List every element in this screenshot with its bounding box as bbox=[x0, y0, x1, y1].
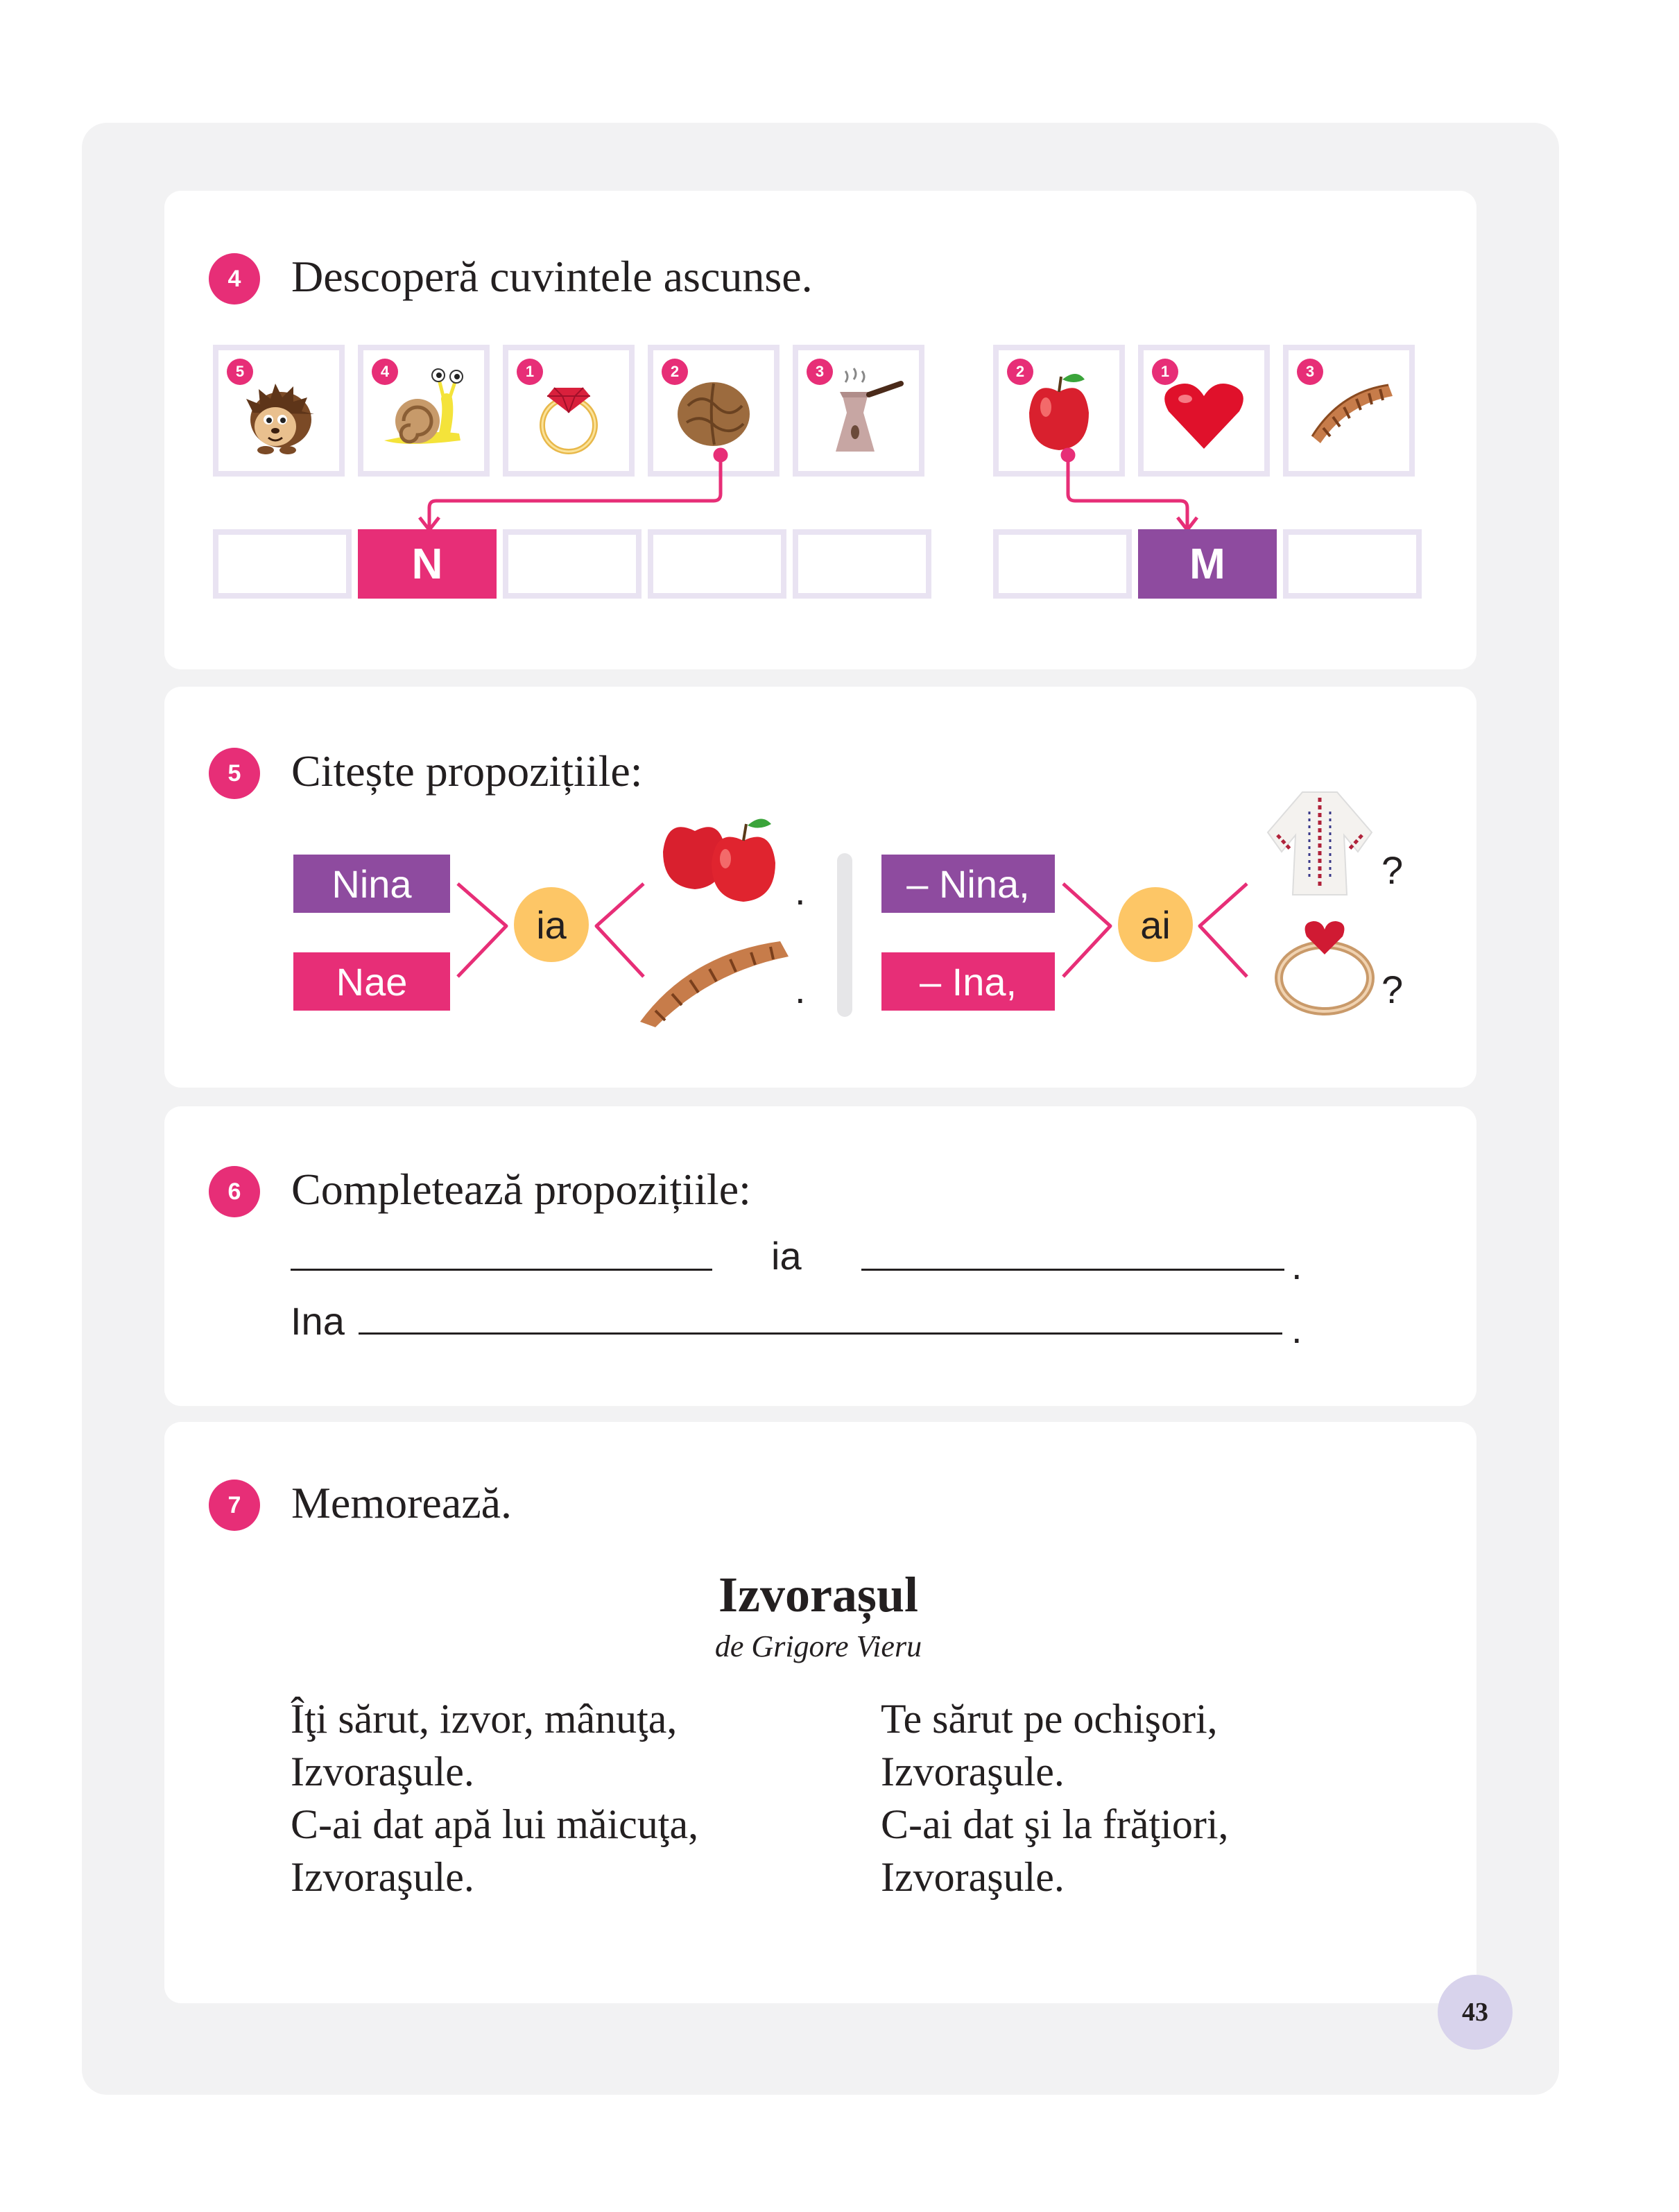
snail-icon bbox=[377, 364, 470, 457]
heart-icon bbox=[1157, 364, 1250, 457]
sentence-end: . bbox=[795, 968, 806, 1011]
apples-icon bbox=[653, 810, 792, 907]
picture-badge: 2 bbox=[662, 359, 688, 385]
blank-line[interactable] bbox=[359, 1332, 1282, 1335]
given-word: Ina bbox=[291, 1299, 345, 1343]
blank-line[interactable] bbox=[291, 1269, 712, 1271]
blank-line[interactable] bbox=[861, 1269, 1284, 1271]
page-number: 43 bbox=[1438, 1975, 1513, 2050]
stanza-right bbox=[881, 1692, 1229, 1903]
letter-slot[interactable] bbox=[1283, 529, 1422, 599]
poem-line: Izvoraşule. bbox=[881, 1854, 1065, 1900]
sentence-end: . bbox=[1291, 1308, 1302, 1351]
poem-line: Izvoraşule. bbox=[291, 1854, 474, 1900]
picture-coffee-pot bbox=[793, 345, 924, 477]
poem-line: Te sărut pe ochişori, bbox=[881, 1696, 1218, 1742]
poem-author: de Grigore Vieru bbox=[714, 1629, 922, 1663]
verb-circle: ia bbox=[514, 887, 589, 962]
question-mark: ? bbox=[1381, 848, 1404, 892]
exercise-number: 6 bbox=[209, 1166, 260, 1217]
picture-badge: 4 bbox=[372, 359, 398, 385]
sentence-end: . bbox=[1291, 1244, 1302, 1287]
letter-slot[interactable] bbox=[213, 529, 352, 599]
picture-hedgehog bbox=[213, 345, 345, 477]
letter-slot[interactable] bbox=[503, 529, 642, 599]
verb-circle: ai bbox=[1118, 887, 1193, 962]
exercise-instruction: Memorează. bbox=[291, 1478, 513, 1527]
poem-line: Izvoraşule. bbox=[291, 1749, 474, 1794]
word-box-address: – Nina, bbox=[881, 855, 1055, 913]
picture-heart bbox=[1138, 345, 1270, 477]
ring-icon bbox=[1269, 909, 1380, 1020]
exercise-instruction: Descoperă cuvintele ascunse. bbox=[291, 252, 813, 301]
exercise-number: 7 bbox=[209, 1480, 260, 1531]
poem-line: C-ai dat apă lui măicuţa, bbox=[291, 1801, 699, 1847]
apple-icon bbox=[1013, 364, 1105, 457]
picture-walnut bbox=[648, 345, 780, 477]
letter-slot[interactable] bbox=[793, 529, 931, 599]
picture-badge: 3 bbox=[807, 359, 833, 385]
exercise-instruction: Completează propozițiile: bbox=[291, 1165, 751, 1214]
picture-apple bbox=[993, 345, 1125, 477]
poem-line: C-ai dat şi la frăţiori, bbox=[881, 1801, 1229, 1847]
pan-flute-icon bbox=[635, 933, 794, 1030]
word-box-subject: Nina bbox=[293, 855, 450, 913]
picture-snail bbox=[358, 345, 490, 477]
question-mark: ? bbox=[1381, 968, 1404, 1011]
picture-badge: 1 bbox=[517, 359, 543, 385]
walnut-icon bbox=[667, 364, 760, 457]
hedgehog-icon bbox=[232, 364, 325, 457]
coffee-pot-icon bbox=[812, 364, 905, 457]
exercise-number: 4 bbox=[209, 253, 260, 305]
sentence-end: . bbox=[795, 869, 806, 913]
picture-badge: 5 bbox=[227, 359, 253, 385]
picture-badge: 1 bbox=[1152, 359, 1178, 385]
picture-badge: 2 bbox=[1007, 359, 1033, 385]
letter-slot[interactable] bbox=[993, 529, 1132, 599]
embroidered-blouse-icon bbox=[1261, 784, 1379, 902]
exercise-number: 5 bbox=[209, 748, 260, 799]
letter-slot[interactable] bbox=[648, 529, 786, 599]
word-box-address: – Ina, bbox=[881, 952, 1055, 1011]
stanza-left bbox=[291, 1692, 698, 1903]
picture-pan-flute bbox=[1283, 345, 1415, 477]
letter-slot-filled: M bbox=[1138, 529, 1277, 599]
ring-icon bbox=[522, 364, 615, 457]
poem-title: Izvorașul bbox=[718, 1567, 918, 1622]
word-box-subject: Nae bbox=[293, 952, 450, 1011]
exercise-6-card bbox=[164, 1106, 1476, 1406]
given-word: ia bbox=[771, 1234, 802, 1278]
pan-flute-icon bbox=[1302, 364, 1395, 457]
picture-ring bbox=[503, 345, 635, 477]
picture-badge: 3 bbox=[1297, 359, 1323, 385]
poem-line: Izvoraşule. bbox=[881, 1749, 1065, 1794]
letter-slot-filled: N bbox=[358, 529, 497, 599]
poem-line: Îţi sărut, izvor, mânuţa, bbox=[291, 1696, 678, 1742]
exercise-instruction: Citește propozițiile: bbox=[291, 746, 643, 796]
